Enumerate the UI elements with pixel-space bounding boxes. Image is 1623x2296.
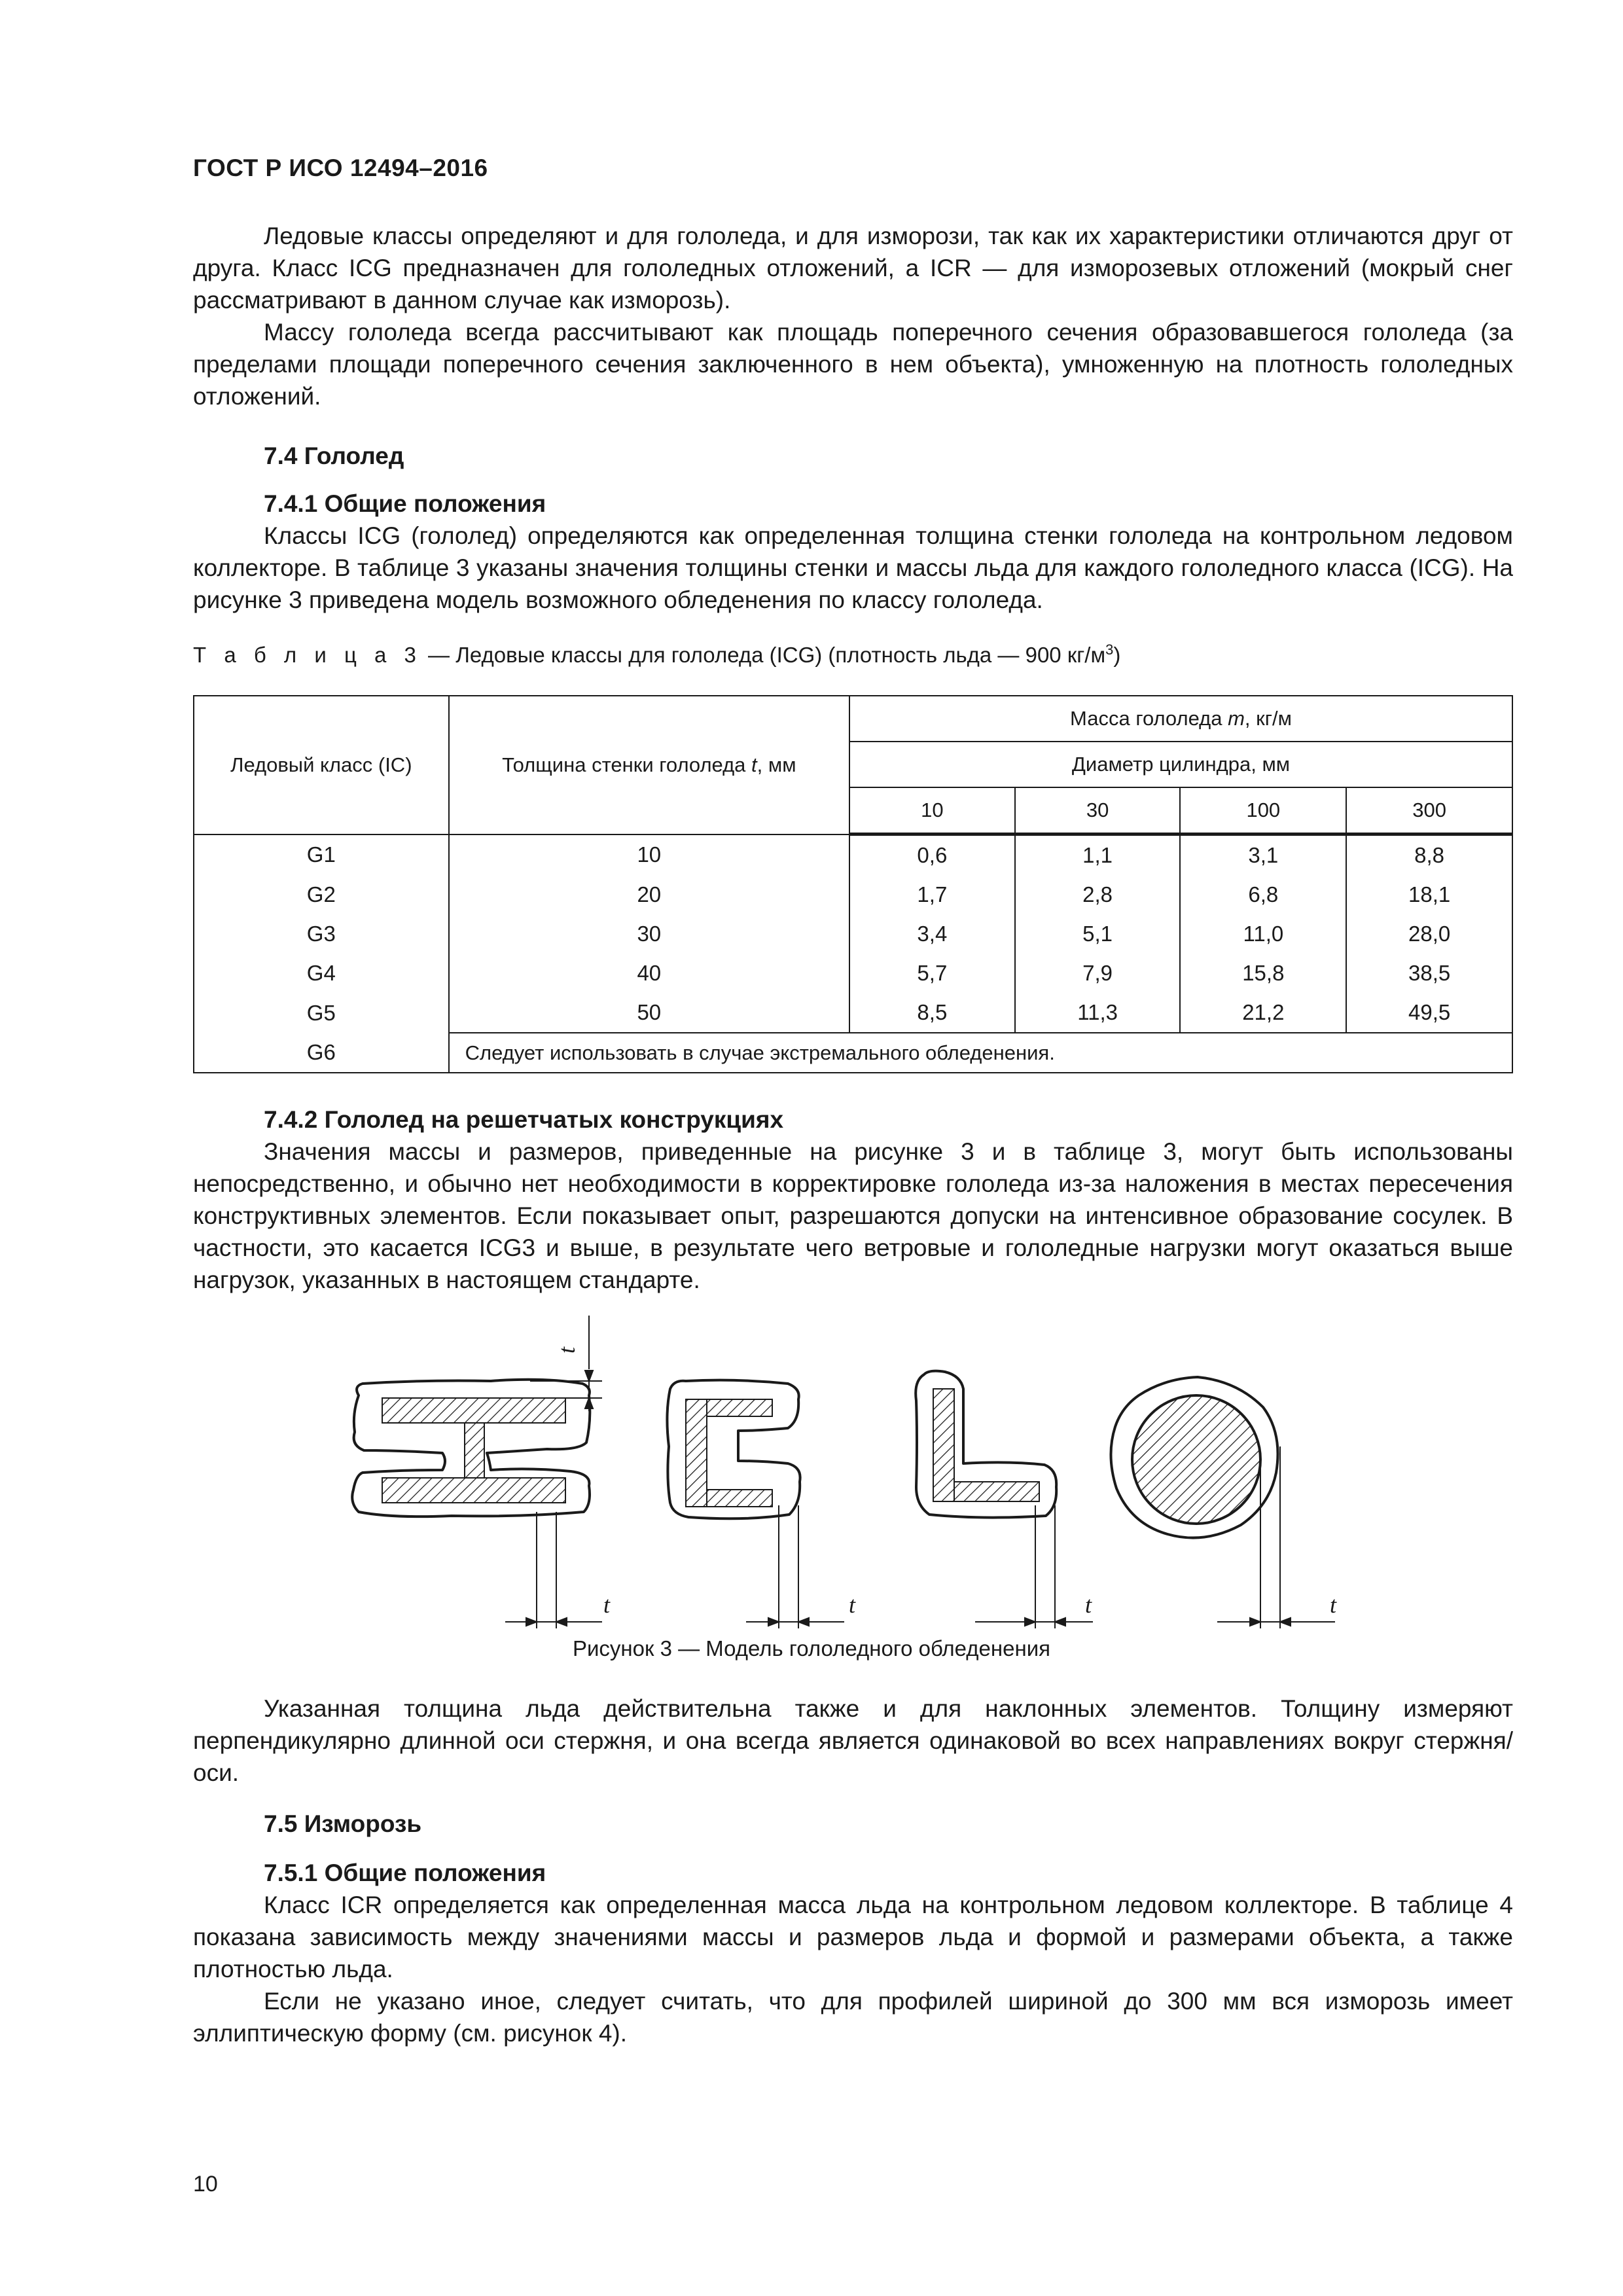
subsection-heading: 7.4.1 Общие положения xyxy=(264,490,546,517)
table-cell: 21,2 xyxy=(1180,993,1346,1033)
table-row xyxy=(194,875,1512,914)
paragraph: Значения массы и размеров, приведенные на рисунке 3 и в таблице 3, могут быть использованы непосредственно, и обычно нет необходимости в корректировке гололеда из-за наложения в местах пересечения конструктивных элементов. Если показывает опыт, разрешаются допуски на интенсивное образование сосулек. В частности, это касается ICG3 и выше, в результате чего ветровые и гололедные нагрузки могут оказаться выше нагрузок, указанных в настоящем стандарте. xyxy=(193,1138,1513,1293)
subsection-heading: 7.5.1 Общие положения xyxy=(264,1859,546,1886)
dim-arrow xyxy=(585,1371,593,1381)
table-row xyxy=(194,834,1512,876)
t-label-rod: t xyxy=(1330,1592,1337,1618)
dim-arrow xyxy=(1025,1618,1035,1626)
dim-arrow xyxy=(526,1618,537,1626)
table-cell: 1,7 xyxy=(849,875,1015,914)
table-row xyxy=(194,954,1512,993)
dim-arrow xyxy=(1055,1618,1065,1626)
paragraph: Ледовые классы определяют и для гололеда, и для изморози, так как их характеристики отличаются друг от друга. Класс ICG предназначен для гололедных отложений, а ICR — для изморозевых отложений (мокрый снег рассматривают в данном случае как изморозь). xyxy=(193,223,1513,314)
dim-arrow xyxy=(768,1618,779,1626)
table-cell: 5,7 xyxy=(849,954,1015,993)
header-ice-class: Ледовый класс (IC) xyxy=(194,696,449,834)
t-label-angle: t xyxy=(1085,1592,1092,1618)
document-header: ГОСТ Р ИСО 12494–2016 xyxy=(193,154,488,181)
table-cell: 49,5 xyxy=(1346,993,1512,1033)
header-mass: Масса гололеда m, кг/м xyxy=(849,696,1512,742)
section-7-4-2 xyxy=(193,1103,1513,1296)
table-cell: 7,9 xyxy=(1015,954,1181,993)
angle-horizontal-leg xyxy=(954,1482,1039,1501)
figure-caption: Рисунок 3 — Модель гололедного обледенения xyxy=(572,1636,1051,1660)
table-row xyxy=(194,993,1512,1033)
table-cell: 3,1 xyxy=(1180,834,1346,876)
table-row xyxy=(194,1033,1512,1073)
channel-bottom-flange xyxy=(707,1490,772,1507)
channel-web xyxy=(686,1399,707,1507)
dim-arrow xyxy=(1250,1618,1260,1626)
rod-profile xyxy=(1132,1395,1260,1524)
section-7-4 xyxy=(193,440,1513,616)
after-figure-section xyxy=(193,1693,1513,1789)
table-caption-sup: 3 xyxy=(1105,641,1114,658)
table-cell: 20 xyxy=(449,875,849,914)
table-cell: G3 xyxy=(194,914,449,954)
table-cell: 8,8 xyxy=(1346,834,1512,876)
paragraph: Указанная толщина льда действительна также и для наклонных элементов. Толщину измеряют перпендикулярно длинной оси стержня, и она всегда является одинаковой во всех направлениях вокруг стержня/оси. xyxy=(193,1695,1513,1786)
table-cell: G1 xyxy=(194,834,449,876)
paragraph: Если не указано иное, следует считать, что для профилей шириной до 300 мм вся изморозь имеет эллиптическую форму (см. рисунок 4). xyxy=(193,1988,1513,2047)
header-diameter-10: 10 xyxy=(849,787,1015,834)
icing-model-figure xyxy=(327,1316,1407,1630)
table-cell: G2 xyxy=(194,875,449,914)
header-diameter-30: 30 xyxy=(1015,787,1181,834)
table-caption-text: — Ледовые классы для гололеда (ICG) (плотность льда — 900 кг/м xyxy=(421,643,1106,667)
intro-section xyxy=(193,220,1513,412)
t-label-channel: t xyxy=(849,1592,856,1618)
header-diameter: Диаметр цилиндра, мм xyxy=(849,742,1512,787)
table-cell: 3,4 xyxy=(849,914,1015,954)
angle-vertical-leg xyxy=(933,1389,954,1501)
table-cell: G4 xyxy=(194,954,449,993)
table-cell: 15,8 xyxy=(1180,954,1346,993)
table-cell: 11,0 xyxy=(1180,914,1346,954)
table-cell: 28,0 xyxy=(1346,914,1512,954)
table-caption-end: ) xyxy=(1113,643,1121,667)
i-beam-bottom-flange xyxy=(382,1478,565,1503)
table-cell: G6 xyxy=(194,1033,449,1073)
paragraph: Массу гололеда всегда рассчитывают как площадь поперечного сечения образовавшегося гололеда (за пределами площади поперечного сечения заключенного в нем объекта), умноженную на плотность гололедных отложений. xyxy=(193,319,1513,410)
table-cell: 8,5 xyxy=(849,993,1015,1033)
table-cell: 0,6 xyxy=(849,834,1015,876)
t-label-top: t xyxy=(554,1346,580,1354)
dim-arrow xyxy=(1280,1618,1291,1626)
table-cell: 40 xyxy=(449,954,849,993)
section-7-5 xyxy=(193,1808,1513,2049)
page-number: 10 xyxy=(193,2172,218,2197)
table-label: Т а б л и ц а 3 xyxy=(193,643,422,667)
table-cell: 38,5 xyxy=(1346,954,1512,993)
table-caption xyxy=(193,641,1120,668)
section-heading: 7.4 Гололед xyxy=(264,442,404,469)
table-note-cell: Следует использовать в случае экстремального обледенения. xyxy=(449,1033,1512,1073)
table-cell: G5 xyxy=(194,993,449,1033)
table-cell: 10 xyxy=(449,834,849,876)
table-cell: 18,1 xyxy=(1346,875,1512,914)
paragraph: Классы ICG (гололед) определяются как определенная толщина стенки гололеда на контрольном ледовом коллекторе. В таблице 3 указаны значения толщины стенки и массы льда для каждого гололедного класса (ICG). На рисунке 3 приведена модель возможного обледенения по классу гололеда. xyxy=(193,522,1513,613)
table-cell: 5,1 xyxy=(1015,914,1181,954)
channel-top-flange xyxy=(707,1399,772,1416)
paragraph: Класс ICR определяется как определенная масса льда на контрольном ледовом коллекторе. В таблице 4 показана зависимость между значениями массы и размеров льда и формой и размерами объекта, а также плотностью льда. xyxy=(193,1892,1513,1982)
header-diameter-100: 100 xyxy=(1180,787,1346,834)
header-diameter-300: 300 xyxy=(1346,787,1512,834)
dim-arrow xyxy=(585,1398,593,1408)
dim-arrow xyxy=(556,1618,567,1626)
table-cell: 2,8 xyxy=(1015,875,1181,914)
table-cell: 11,3 xyxy=(1015,993,1181,1033)
table-cell: 50 xyxy=(449,993,849,1033)
header-thickness: Толщина стенки гололеда t, мм xyxy=(449,696,849,834)
dim-arrow xyxy=(798,1618,809,1626)
subsection-heading: 7.4.2 Гололед на решетчатых конструкциях xyxy=(264,1106,784,1133)
table-cell: 6,8 xyxy=(1180,875,1346,914)
i-beam-top-flange xyxy=(382,1398,565,1423)
table-row xyxy=(194,914,1512,954)
ice-class-table xyxy=(193,695,1513,1073)
table-cell: 30 xyxy=(449,914,849,954)
table-cell: 1,1 xyxy=(1015,834,1181,876)
t-label-i-beam: t xyxy=(603,1592,611,1618)
section-heading: 7.5 Изморозь xyxy=(264,1810,422,1837)
